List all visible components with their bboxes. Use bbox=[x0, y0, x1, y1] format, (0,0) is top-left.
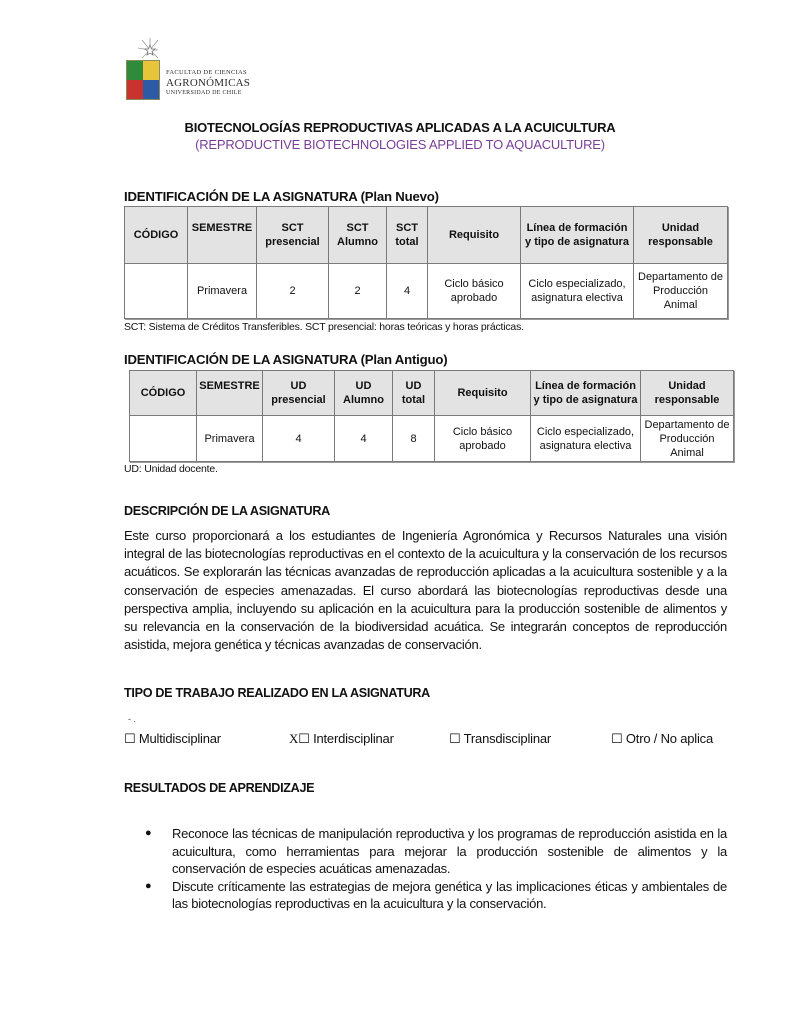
option-transdisciplinar[interactable] bbox=[449, 731, 551, 747]
checkbox-icon[interactable]: ☐ bbox=[611, 731, 623, 746]
header-ud-total: UD total bbox=[393, 371, 435, 416]
header-linea-formacion: Línea de formación y tipo de asignatura bbox=[531, 371, 641, 416]
document-title: BIOTECNOLOGÍAS REPRODUCTIVAS APLICADAS A LA ACUICULTURA bbox=[184, 120, 616, 135]
header-requisito: Requisito bbox=[428, 207, 521, 264]
header-ud-alumno: UD Alumno bbox=[335, 371, 393, 416]
cell-semestre: Primavera bbox=[197, 416, 263, 462]
cell-codigo bbox=[125, 264, 188, 319]
descripcion-heading: DESCRIPCIÓN DE LA ASIGNATURA bbox=[124, 504, 330, 518]
resultados-heading: RESULTADOS DE APRENDIZAJE bbox=[124, 781, 315, 795]
plan-nuevo-note: SCT: Sistema de Créditos Transferibles. SCT presencial: horas teóricas y horas prácticas. bbox=[124, 321, 524, 333]
bullet-icon: ● bbox=[145, 879, 152, 892]
option-label: Transdisciplinar bbox=[463, 731, 552, 746]
table-header-row bbox=[130, 371, 734, 416]
option-label: Otro / No aplica bbox=[625, 731, 714, 746]
header-unidad-responsable: Unidad responsable bbox=[641, 371, 734, 416]
stray-mark: - . bbox=[128, 714, 136, 724]
header-unidad-responsable: Unidad responsable bbox=[634, 207, 728, 264]
logo-faculty-line: FACULTAD DE CIENCIAS bbox=[166, 69, 247, 76]
logo-text bbox=[166, 70, 250, 96]
cell-ud-presencial: 4 bbox=[263, 416, 335, 462]
option-label: Multidisciplinar bbox=[138, 731, 221, 746]
list-item bbox=[145, 825, 727, 878]
header-sct-alumno: SCT Alumno bbox=[329, 207, 387, 264]
shield-quadrant-blue bbox=[143, 80, 159, 99]
shield-quadrant-red bbox=[127, 80, 143, 99]
header-linea-formacion: Línea de formación y tipo de asignatura bbox=[521, 207, 634, 264]
table-row bbox=[130, 416, 734, 462]
plan-antiguo-heading: IDENTIFICACIÓN DE LA ASIGNATURA (Plan Antiguo) bbox=[124, 352, 448, 367]
list-item-text: Discute críticamente las estrategias de mejora genética y las implicaciones éticas y ambientales de las biotecnologías reproductivas en la acuicultura y la conservación. bbox=[172, 878, 727, 912]
document-subtitle: (REPRODUCTIVE BIOTECHNOLOGIES APPLIED TO AQUACULTURE) bbox=[195, 137, 605, 152]
plan-nuevo-table bbox=[124, 206, 728, 319]
header-codigo: CÓDIGO bbox=[125, 207, 188, 264]
cell-requisito: Ciclo básico aprobado bbox=[428, 264, 521, 319]
plan-nuevo-heading: IDENTIFICACIÓN DE LA ASIGNATURA (Plan Nuevo) bbox=[124, 189, 439, 204]
university-shield-icon bbox=[126, 60, 160, 100]
cell-ud-alumno: 4 bbox=[335, 416, 393, 462]
cell-sct-alumno: 2 bbox=[329, 264, 387, 319]
header-semestre: SEMESTRE bbox=[188, 207, 257, 264]
header-codigo: CÓDIGO bbox=[130, 371, 197, 416]
header-sct-presencial: SCT presencial bbox=[257, 207, 329, 264]
table-row bbox=[125, 264, 728, 319]
logo-university-line: UNIVERSIDAD DE CHILE bbox=[166, 89, 242, 96]
cell-ud-total: 8 bbox=[393, 416, 435, 462]
shield-quadrant-green bbox=[127, 61, 143, 80]
cell-codigo bbox=[130, 416, 197, 462]
cell-unidad-responsable: Departamento de Producción Animal bbox=[641, 416, 734, 462]
descripcion-text: Este curso proporcionará a los estudiantes de Ingeniería Agronómica y Recursos Naturales una visión integral de las biotecnologías reproductivas en el contexto de la acuicultura y la conservación de los recursos acuáticos. Se explorarán las técnicas avanzadas de reproducción aplicadas a la acuicultura sostenible y a la conservación de especies amenazadas. El curso abordará las biotecnologías reproductivas desde una perspectiva amplia, incluyendo su aplicación en la acuicultura para la producción sostenible de alimentos y su relevancia en la conservación de la biodiversidad acuática. Se integrarán conceptos de reproducción asistida, mejora genética y técnicas avanzadas de conservación. bbox=[124, 528, 727, 653]
logo-name-line: AGRONÓMICAS bbox=[166, 76, 251, 89]
checked-checkbox-icon[interactable]: X☐ bbox=[289, 731, 310, 746]
header-semestre: SEMESTRE bbox=[197, 371, 263, 416]
cell-sct-total: 4 bbox=[387, 264, 428, 319]
option-otro[interactable] bbox=[611, 731, 713, 747]
faculty-logo bbox=[124, 38, 264, 102]
checkbox-icon[interactable]: ☐ bbox=[124, 731, 136, 746]
list-item-text: Reconoce las técnicas de manipulación reproductiva y los programas de reproducción asistida en la acuicultura, como herramientas para mejorar la producción sostenible de alimentos y la conservación de especies acuáticas amenazadas. bbox=[172, 826, 727, 877]
cell-linea-formacion: Ciclo especializado, asignatura electiva bbox=[521, 264, 634, 319]
star-rays-icon bbox=[130, 38, 158, 60]
cell-sct-presencial: 2 bbox=[257, 264, 329, 319]
cell-semestre: Primavera bbox=[188, 264, 257, 319]
list-item bbox=[145, 878, 727, 913]
header-requisito: Requisito bbox=[435, 371, 531, 416]
cell-linea-formacion: Ciclo especializado, asignatura electiva bbox=[531, 416, 641, 462]
shield-quadrant-yellow bbox=[143, 61, 159, 80]
option-interdisciplinar[interactable] bbox=[289, 731, 394, 747]
resultados-list bbox=[145, 825, 727, 913]
checkbox-icon[interactable]: ☐ bbox=[449, 731, 461, 746]
plan-antiguo-note: UD: Unidad docente. bbox=[124, 463, 218, 475]
table-header-row bbox=[125, 207, 728, 264]
option-multidisciplinar[interactable] bbox=[124, 731, 221, 747]
plan-antiguo-table bbox=[129, 370, 734, 462]
tipo-trabajo-heading: TIPO DE TRABAJO REALIZADO EN LA ASIGNATURA bbox=[124, 686, 430, 700]
header-ud-presencial: UD presencial bbox=[263, 371, 335, 416]
bullet-icon: ● bbox=[145, 827, 152, 839]
cell-unidad-responsable: Departamento de Producción Animal bbox=[634, 264, 728, 319]
cell-requisito: Ciclo básico aprobado bbox=[435, 416, 531, 462]
option-label: Interdisciplinar bbox=[313, 731, 394, 746]
header-sct-total: SCT total bbox=[387, 207, 428, 264]
